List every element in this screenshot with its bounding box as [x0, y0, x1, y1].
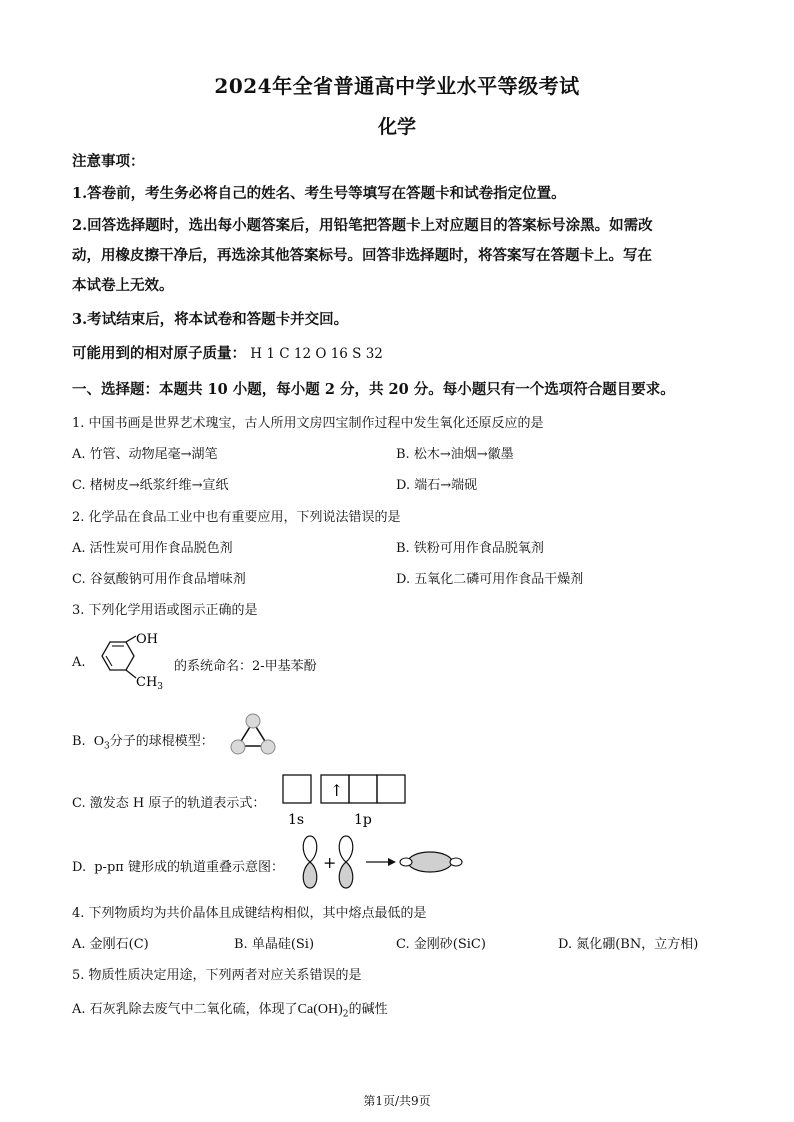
plus-sign: +: [323, 853, 337, 872]
q1-stem: 1. 中国书画是世界艺术瑰宝，古人所用文房四宝制作过程中发生氧化还原反应的是: [72, 416, 544, 431]
atomic-mass: [72, 342, 383, 363]
q5-option-a-post: 的碱性: [348, 1002, 388, 1017]
notice-item-3: 3.考试结束后，将本试卷和答题卡并交回。: [72, 311, 349, 328]
notice-item-1: 1.答卷前，考生务必将自己的姓名、考生号等填写在答题卡和试卷指定位置。: [72, 185, 566, 202]
q3-option-d-line: [72, 856, 284, 875]
subject-title: 化学: [377, 116, 416, 138]
section-1-heading: 一、选择题：本题共 10 小题，每小题 2 分，共 20 分。每小题只有一个选项符合题目要求。: [72, 381, 675, 398]
q4-stem: 4. 下列物质均为共价晶体且成键结构相似，其中熔点最低的是: [72, 906, 427, 921]
q1-option-d: D. 端石→端砚: [396, 478, 478, 493]
q3-b-o-subscript: 3: [103, 741, 110, 752]
q1-option-a: A. 竹管、动物尾毫→湖笔: [72, 447, 218, 462]
atomic-mass-label: 可能用到的相对原子质量：: [72, 345, 246, 362]
orbital-diagram: [280, 772, 412, 830]
page-number: 第1页/共9页: [363, 1094, 431, 1108]
orbital-1s-label: 1s: [288, 812, 305, 828]
svg-text:CH3: [136, 675, 163, 690]
q3-option-d-label: D.: [72, 860, 87, 875]
q3-b-o-symbol: O: [93, 734, 104, 749]
notice-item-2-line-3: 本试卷上无效。: [72, 277, 174, 294]
q3-option-a-text: 的系统命名：2-甲基苯酚: [174, 659, 317, 674]
q4-option-c: C. 金刚砂(SiC): [396, 937, 486, 952]
notice-item-2-line-1: 2.回答选择题时，选出每小题答案后，用铅笔把答题卡上对应题目的答案标号涂黑。如需改: [72, 217, 653, 234]
q5-option-a-pre: A. 石灰乳除去废气中二氧化硫，体现了: [72, 1002, 298, 1017]
pi-bond-overlap-diagram: [296, 834, 466, 892]
right-arrow-icon: [388, 858, 396, 866]
q3-option-b-text: 分子的球棍模型：: [109, 734, 214, 749]
q3-option-c-text: C. 激发态 H 原子的轨道表示式：: [72, 796, 266, 811]
q2-option-d: D. 五氧化二磷可用作食品干燥剂: [396, 572, 584, 587]
atomic-mass-values: H 1 C 12 O 16 S 32: [250, 346, 383, 362]
notice-item-2-line-2: 动，用橡皮擦干净后，再选涂其他答案标号。回答非选择题时，将答案写在答题卡上。写在: [72, 247, 652, 264]
q3-option-b-label: B.: [72, 734, 86, 749]
exam-title: 2024年全省普通高中学业水平等级考试: [214, 74, 580, 98]
q3-option-a-label: A.: [72, 655, 86, 670]
q2-stem: 2. 化学品在食品工业中也有重要应用，下列说法错误的是: [72, 510, 401, 525]
q2-option-a: A. 活性炭可用作食品脱色剂: [72, 541, 233, 556]
q1-option-c: C. 楮树皮→纸浆纤维→宣纸: [72, 478, 229, 493]
q3-a-oh-label: OH: [136, 632, 158, 647]
q3-option-b-line: [72, 730, 214, 752]
orbital-1p-label: 1p: [354, 812, 372, 828]
q2-option-b: B. 铁粉可用作食品脱氧剂: [396, 541, 544, 556]
q5-a-formula: Ca(OH): [297, 1002, 343, 1017]
q4-option-a: A. 金刚石(C): [72, 937, 149, 952]
ozone-ball-stick-model: [228, 712, 278, 758]
q3-stem: 3. 下列化学用语或图示正确的是: [72, 603, 258, 618]
q3-a-ch-label: CH: [136, 675, 158, 690]
q4-option-b: B. 单晶硅(Si): [234, 937, 315, 952]
notice-heading: 注意事项：: [72, 153, 145, 170]
q3-a-ch-subscript: 3: [157, 682, 164, 690]
up-arrow-icon: ↑: [330, 781, 344, 800]
2-methylphenol-structure: [88, 630, 178, 690]
q2-option-c: C. 谷氨酸钠可用作食品增味剂: [72, 572, 246, 587]
q5-option-a: [72, 998, 388, 1020]
q5-stem: 5. 物质性质决定用途，下列两者对应关系错误的是: [72, 968, 362, 983]
q3-option-d-text: p-pπ 键形成的轨道重叠示意图：: [94, 860, 284, 875]
q5-a-subscript: 2: [342, 1009, 349, 1020]
q4-option-d: D. 氮化硼(BN，立方相): [558, 937, 699, 952]
q1-option-b: B. 松木→油烟→徽墨: [396, 447, 514, 462]
